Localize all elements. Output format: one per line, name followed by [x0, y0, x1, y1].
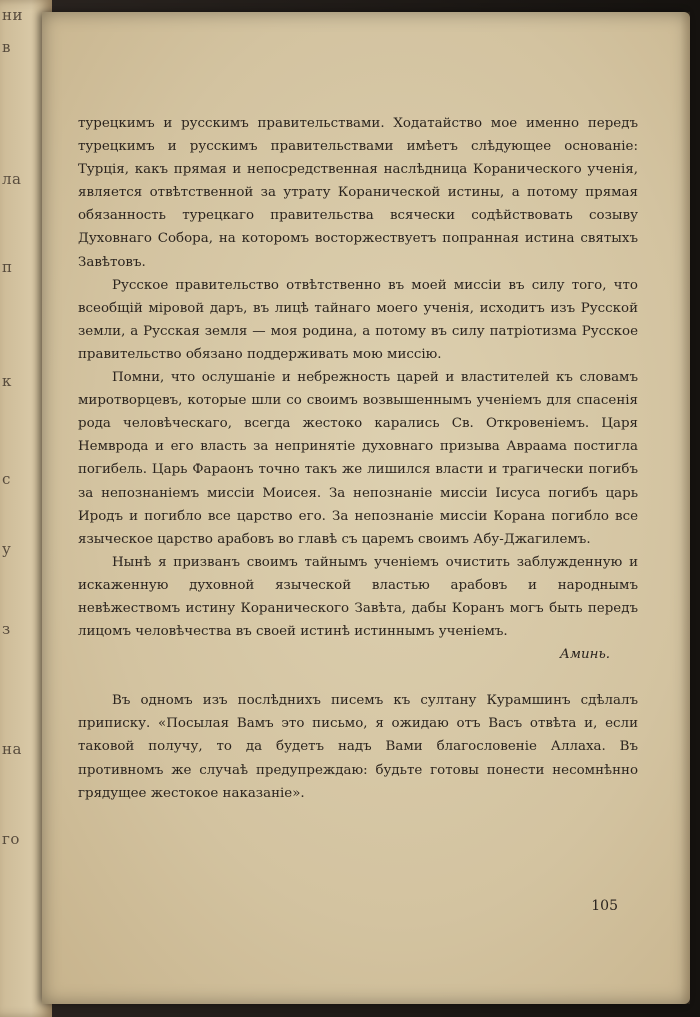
- book-page: [42, 12, 690, 1004]
- paragraph-gap: [78, 666, 638, 689]
- paragraph: Нынѣ я призванъ своимъ тайнымъ ученіемъ очистить заблужденную и искаженную духовной языческой властью арабовъ и народнымъ невѣжествомъ истину Коранического Завѣта, дабы Коранъ могъ быть передъ лицомъ человѣчества въ своей истинѣ истиннымъ ученіемъ.: [78, 554, 638, 640]
- page-number: 105: [591, 898, 618, 914]
- page-edge-shadow: [680, 12, 690, 1004]
- left-fragment: с: [2, 470, 11, 488]
- left-fragment: ни: [2, 6, 23, 24]
- left-fragment: ла: [2, 170, 22, 188]
- page-text: [78, 112, 638, 805]
- left-fragment: на: [2, 740, 22, 758]
- paragraph: Помни, что ослушаніе и небрежность царей и властителей къ словамъ миротворцевъ, которые шли со своимъ возвышеннымъ ученіемъ для спасенія рода человѣческаго, всегда жестоко карались Св. Откровеніемъ. Царя Немврода и его власть за непринятіе духовнаго призыва Авраама постигла погибель. Царь Фараонъ точно такъ же лишился власти и трагически погибъ за непознаніемъ миссіи Моисея. За непознаніе миссіи Іисуса погибъ царь Иродъ и погибло все царство его. За непознаніе миссіи Корана погибло все языческое царство арабовъ во главѣ съ царемъ своимъ Абу-Джагилемъ.: [78, 370, 638, 547]
- paragraph: Русское правительство отвѣтственно въ моей миссіи въ силу того, что всеобщій міровой даръ, въ лицѣ тайнаго моего ученія, исходитъ изъ Русской земли, а Русская земля — моя родина, а потому въ силу патріотизма Русское правительство обязано поддерживать мою миссію.: [78, 277, 638, 362]
- left-fragment: у: [2, 540, 12, 558]
- left-fragment: в: [2, 38, 11, 56]
- left-fragment: п: [2, 258, 13, 276]
- left-fragment: го: [2, 830, 20, 848]
- amen-signature: Аминь.: [559, 647, 610, 663]
- paragraph: турецкимъ и русскимъ правительствами. Ходатайство мое именно передъ турецкимъ и русскимъ правительствами имѣетъ слѣдующее основаніе: Турція, какъ прямая и непосредственная наслѣдница Коранического ученія, является отвѣтственной за утрату Коранической истины, а потому прямая обязанность турецкаго правительства всячески содѣйствовать созыву Духовнаго Собора, на которомъ восторжествуетъ попранная истина святыхъ Завѣтовъ.: [78, 116, 638, 270]
- left-fragment: з: [2, 620, 11, 638]
- left-fragment: к: [2, 372, 12, 390]
- closing-paragraph: Въ одномъ изъ послѣднихъ писемъ къ султану Курамшинъ сдѣлалъ приписку. «Посылая Вамъ это письмо, я ожидаю отъ Васъ отвѣта и, если таковой получу, то да будетъ надъ Вами благословеніе Аллаха. Въ противномъ же случаѣ предупреждаю: будьте готовы понести несомнѣнно грядущее жестокое наказаніе».: [78, 693, 638, 801]
